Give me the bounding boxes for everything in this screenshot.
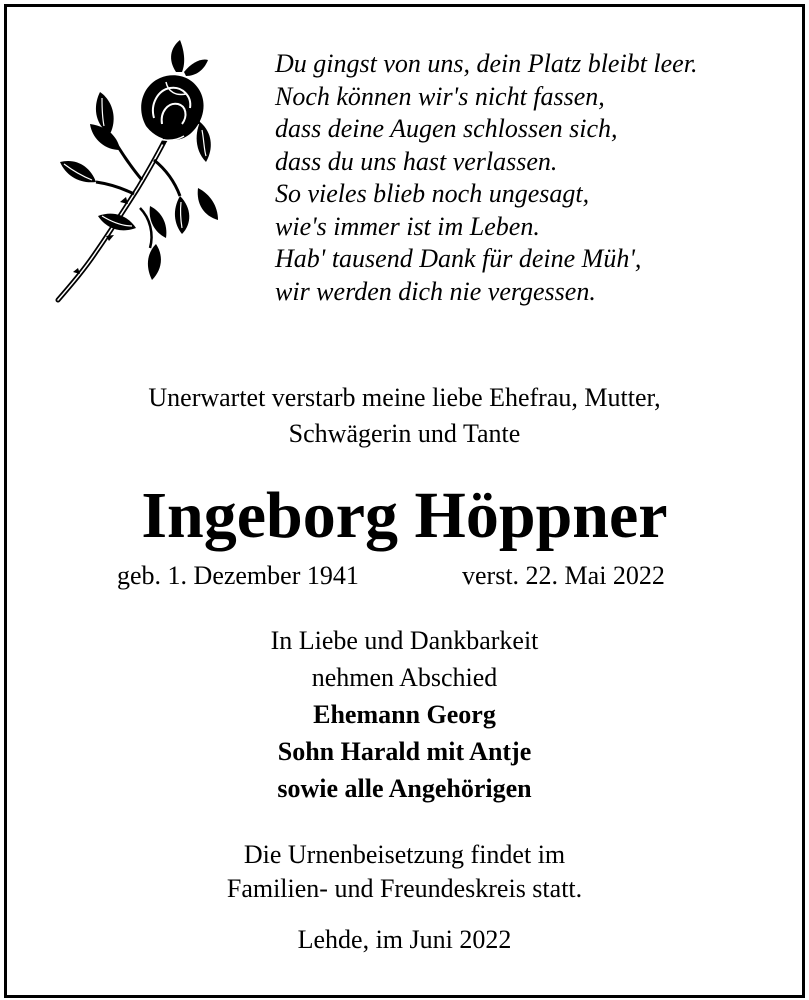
poem-verse <box>275 48 795 308</box>
poem-line: dass du uns hast verlassen. <box>275 146 558 176</box>
poem-line: dass deine Augen schlossen sich, <box>275 114 618 143</box>
death-announcement-intro <box>0 380 809 452</box>
burial-notice <box>0 838 809 906</box>
mourner-name: Ehemann Georg <box>313 700 496 729</box>
poem-line: Hab' tausend Dank für deine Müh', <box>275 244 642 273</box>
death-date: verst. 22. Mai 2022 <box>462 561 665 590</box>
birth-date: geb. 1. Dezember 1941 <box>117 561 359 590</box>
burial-line: Familien- und Freundeskreis statt. <box>226 874 583 903</box>
mourners-line: In Liebe und Dankbarkeit <box>270 626 539 655</box>
mourners-block <box>0 622 809 807</box>
deceased-name: Ingeborg Höppner <box>141 479 668 552</box>
poem-line: wir werden dich nie vergessen. <box>275 276 596 306</box>
poem-line: wie's immer ist im Leben. <box>275 211 540 241</box>
intro-line: Unerwartet verstarb meine liebe Ehefrau, Mutter, <box>148 383 661 412</box>
mourner-name: Sohn Harald mit Antje <box>277 737 532 766</box>
poem-line: Noch können wir's nicht fassen, <box>275 81 605 111</box>
mourner-name: sowie alle Angehörigen <box>277 774 532 803</box>
rose-icon <box>50 38 230 306</box>
poem-line: So vieles blieb noch ungesagt, <box>275 179 590 208</box>
burial-line: Die Urnenbeisetzung findet im <box>243 840 566 869</box>
poem-line: Du gingst von uns, dein Platz bleibt leer. <box>275 49 698 78</box>
mourners-line: nehmen Abschied <box>311 663 498 692</box>
place-and-date: Lehde, im Juni 2022 <box>297 925 512 954</box>
intro-line: Schwägerin und Tante <box>288 419 521 448</box>
